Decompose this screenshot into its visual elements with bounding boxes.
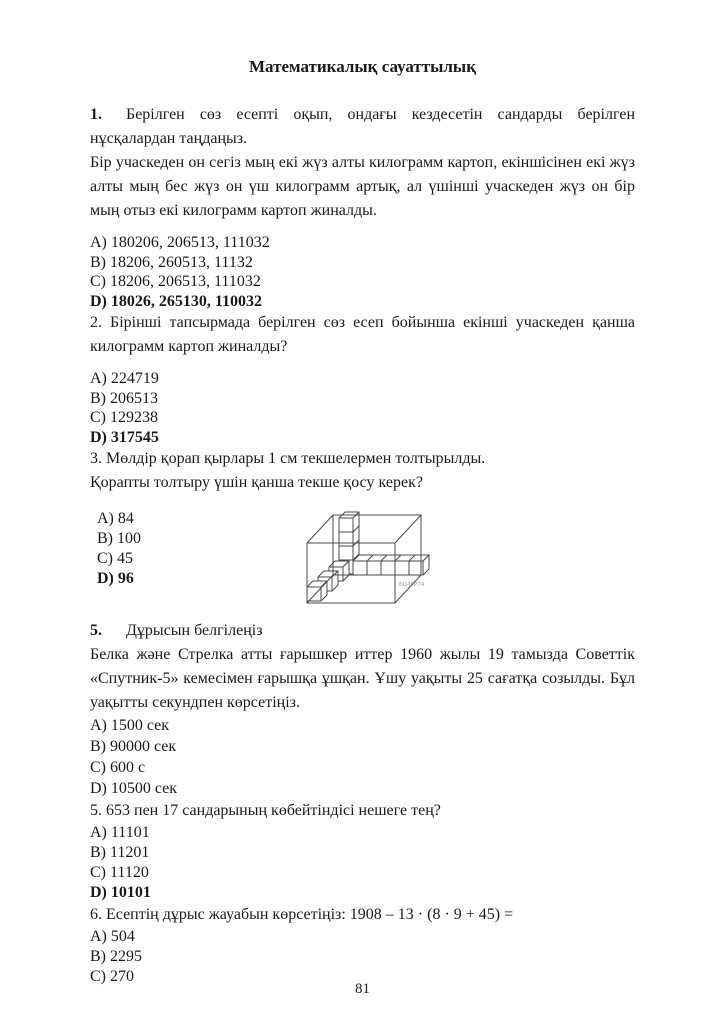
q5a-section [90,619,635,799]
q5a-heading-text: Дұрысын белгілеңіз [126,622,263,639]
transparent-box-figure [299,501,471,613]
q1-option-c: C) 18206, 206513, 111032 [90,273,261,290]
q5b-option-b: B) 11201 [90,844,150,861]
q5a-option-b: B) 90000 сек [90,738,177,755]
q5b-options [90,823,635,903]
q3-text-line1: 3. Мөлдір қорап қырлары 1 см текшелермен толтырылды. [90,450,486,467]
q1-number: 1. [90,106,102,123]
q5a-option-a: A) 1500 сек [90,717,170,734]
q1-option-b: B) 18206, 260513, 11132 [90,253,253,271]
q2-option-b: B) 206513 [90,389,158,407]
q1-body-paragraph: Бір учаскеден он сегіз мың екі жүз алты килограмм картоп, екіншісінен екі жүз алты мың бес жүз он үш килограмм артық, ал үшінші учаскеден жүз он бір мың отыз екі килограмм картоп жиналды. [90,154,635,219]
q2-text: 2. Бірінші тапсырмада берілген сөз есеп бойынша екінші учаскеден қанша килограмм картоп жиналды? [90,314,635,355]
q6-text: 6. Есептің дұрыс жауабын көрсетіңіз: 1908 – 13 · (8 · 9 + 45) = [90,906,514,923]
q3-option-c: C) 45 [97,550,133,567]
q1-option-d: D) 18026, 265130, 110032 [90,292,262,310]
q2-option-d: D) 317545 [90,428,159,446]
q5b-text: 5. 653 пен 17 сандарының көбейтіндісі нешеге тең? [90,802,441,819]
q3-options-and-figure [90,501,635,615]
q3-text-line2: Қорапты толтыру үшін қанша текше қосу керек? [90,474,423,491]
q6-options [90,927,635,987]
q3-options [90,501,299,589]
q3-option-d: D) 96 [97,570,134,587]
q1-intro-paragraph [90,103,635,151]
figure-watermark-code: БЦ48Р74 [399,582,425,588]
q1-options [90,233,635,311]
q6-option-c: C) 270 [90,968,134,985]
q5a-options [90,715,635,799]
q5a-number: 5. [90,622,102,639]
q1-intro-text: Берілген сөз есепті оқып, ондағы кездесетін сандарды берілген нұсқалардан таңдаңыз. [90,106,635,147]
q2-option-c: C) 129238 [90,409,158,426]
q5a-body-paragraph: Белка және Стрелка атты ғарышкер иттер 1960 жылы 19 тамызда Советтік «Спутник-5» кемесімен ғарышқа ұшқан. Ұшу уақыты 25 сағатқа созылды. Бұл уақытты секундпен көрсетіңіз. [90,646,635,711]
q2-options [90,369,635,447]
q5a-option-c: C) 600 с [90,759,146,776]
cube-box-drawing [299,501,471,613]
q3-option-a: A) 84 [97,510,134,527]
q5a-option-d: D) 10500 сек [90,780,178,797]
q5b-option-c: C) 11120 [90,864,149,881]
q5a-heading-paragraph [90,619,635,643]
cube-row-horizontal [353,555,429,575]
page-title: Математикалық сауаттылық [248,57,477,76]
q6-option-b: B) 2295 [90,948,142,965]
page-number: 81 [355,981,370,997]
q6-option-a: A) 504 [90,928,135,945]
q5b-option-d: D) 10101 [90,884,151,901]
q3-option-b: B) 100 [97,530,141,547]
q1-option-a: A) 180206, 206513, 111032 [90,234,270,251]
q5b-option-a: A) 11101 [90,824,150,841]
q2-option-a: A) 224719 [90,370,159,387]
